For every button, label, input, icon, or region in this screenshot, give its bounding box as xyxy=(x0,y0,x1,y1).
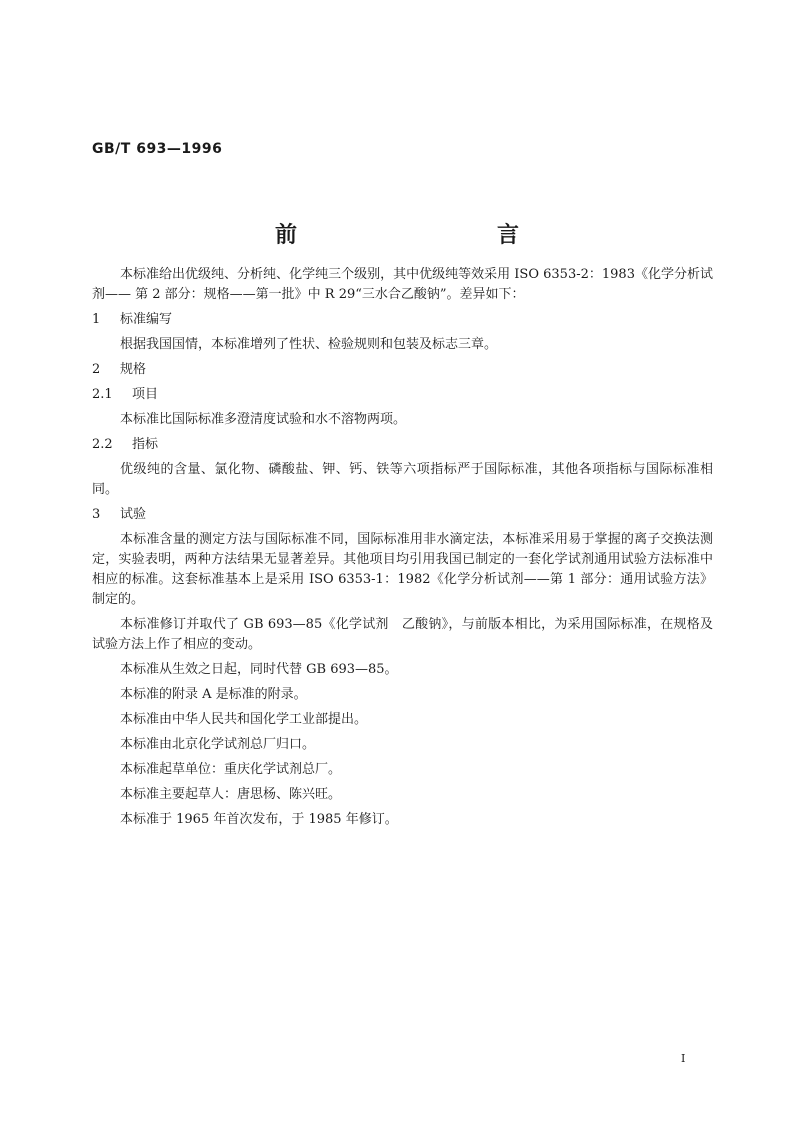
section-number: 1 xyxy=(92,312,101,327)
foreword-body xyxy=(92,265,713,835)
annex-paragraph: 本标准的附录 A 是标准的附录。 xyxy=(120,687,307,702)
page-number: I xyxy=(681,1052,686,1065)
managed-by-paragraph: 本标准由北京化学试剂总厂归口。 xyxy=(120,737,316,752)
section-number: 2.1 xyxy=(92,387,113,402)
section-2-2-text: 优级纯的含量、氯化物、磷酸盐、钾、钙、铁等六项指标严于国际标准，其他各项指标与国际标准相同。 xyxy=(92,462,713,497)
page-title: 前 言 xyxy=(274,222,571,248)
section-number: 2.2 xyxy=(92,437,113,452)
section-title: 规格 xyxy=(120,362,147,377)
section-3-text: 本标准含量的测定方法与国际标准不同，国际标准用非水滴定法，本标准采用易于掌握的离子交换法测定，实验表明，两种方法结果无显著差异。其他项目均引用我国已制定的一套化学试剂通用试验方法标准中相应的标准。这套标准基本上是采用 ISO 6353-1：1982《化学分析试剂——第 1 部分：通用试验方法》制定的。 xyxy=(92,532,713,607)
section-2-2-heading xyxy=(92,435,713,455)
section-title: 标准编写 xyxy=(120,312,173,327)
drafters-paragraph: 本标准主要起草人：唐思杨、陈兴旺。 xyxy=(120,787,342,802)
section-number: 2 xyxy=(92,362,101,377)
section-2-heading xyxy=(92,360,713,380)
proposed-by-paragraph: 本标准由中华人民共和国化学工业部提出。 xyxy=(120,712,368,727)
section-1-heading xyxy=(92,310,713,330)
standard-code: GB/T 693—1996 xyxy=(92,141,223,157)
intro-paragraph: 本标准给出优级纯、分析纯、化学纯三个级别，其中优级纯等效采用 ISO 6353-2：1983《化学分析试剂—— 第 2 部分：规格——第一批》中 R 29“三水合乙酸钠”。差异如下： xyxy=(92,267,713,302)
section-title: 指标 xyxy=(132,437,159,452)
drafting-unit-paragraph: 本标准起草单位：重庆化学试剂总厂。 xyxy=(120,762,342,777)
revision-paragraph: 本标准修订并取代了 GB 693—85《化学试剂 乙酸钠》，与前版本相比，为采用国际标准，在规格及试验方法上作了相应的变动。 xyxy=(92,617,713,652)
section-2-1-text: 本标准比国际标准多澄清度试验和水不溶物两项。 xyxy=(120,412,407,427)
section-1-text: 根据我国国情，本标准增列了性状、检验规则和包装及标志三章。 xyxy=(120,337,498,352)
section-title: 项目 xyxy=(132,387,159,402)
section-2-1-heading xyxy=(92,385,713,405)
history-paragraph: 本标准于 1965 年首次发布，于 1985 年修订。 xyxy=(120,812,398,827)
section-3-heading xyxy=(92,505,713,525)
effect-paragraph: 本标准从生效之日起，同时代替 GB 693—85。 xyxy=(120,662,398,677)
section-title: 试验 xyxy=(120,507,147,522)
section-number: 3 xyxy=(92,507,101,522)
